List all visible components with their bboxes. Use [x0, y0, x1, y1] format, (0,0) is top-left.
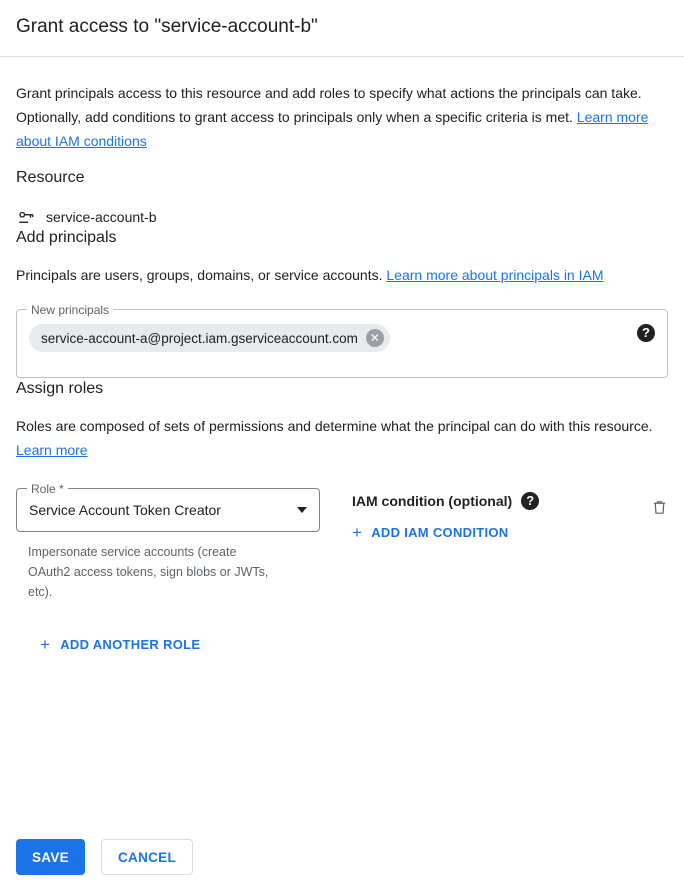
role-description: Impersonate service accounts (create OAuth2 access tokens, sign blobs or JWTs, etc). — [28, 545, 269, 599]
iam-condition-label: IAM condition (optional) — [352, 493, 513, 509]
dialog-header — [0, 0, 684, 57]
role-row — [16, 482, 668, 602]
save-button[interactable]: SAVE — [16, 839, 85, 875]
role-column — [16, 482, 320, 602]
iam-condition-label-row — [352, 492, 628, 510]
trash-icon[interactable] — [651, 498, 668, 520]
help-icon[interactable]: ? — [521, 492, 539, 510]
dialog-body — [0, 81, 684, 655]
add-another-role-button[interactable] — [40, 636, 200, 653]
service-account-icon — [16, 207, 36, 227]
principal-chip[interactable] — [29, 324, 390, 352]
close-icon[interactable]: ✕ — [366, 329, 384, 347]
plus-icon: + — [352, 523, 363, 542]
resource-heading: Resource — [16, 169, 85, 186]
dialog-actions — [16, 839, 193, 875]
principals-description — [16, 263, 664, 287]
learn-more-principals-link[interactable]: Learn more about principals in IAM — [386, 267, 604, 283]
learn-more-roles-link[interactable]: Learn more — [16, 442, 88, 458]
role-select-label: Role * — [27, 481, 68, 497]
resource-name: service-account-b — [46, 209, 157, 225]
iam-condition-column — [352, 488, 628, 543]
plus-icon: + — [40, 635, 51, 654]
chevron-down-icon[interactable] — [297, 507, 307, 513]
principal-chip-label: service-account-a@project.iam.gserviceaccount.com — [41, 330, 358, 346]
cancel-button[interactable]: CANCEL — [101, 839, 193, 875]
intro-text-content: Grant principals access to this resource and add roles to specify what actions the principals can take. Optionally, add conditions to grant access to principals only when a specific criteria is met. — [16, 85, 642, 125]
add-iam-condition-label: ADD IAM CONDITION — [371, 525, 509, 540]
new-principals-field[interactable] — [16, 303, 668, 378]
add-principals-heading: Add principals — [16, 229, 117, 246]
new-principals-label: New principals — [27, 302, 113, 318]
assign-roles-heading: Assign roles — [16, 380, 104, 397]
learn-more-iam-conditions-link[interactable]: Learn more about IAM conditions — [16, 109, 649, 149]
page-title: Grant access to "service-account-b" — [16, 16, 318, 37]
role-select-value: Service Account Token Creator — [29, 502, 221, 518]
add-iam-condition-button[interactable] — [352, 524, 509, 541]
assign-roles-description-text: Roles are composed of sets of permissions and determine what the principal can do with this resource. — [16, 418, 653, 434]
help-icon[interactable]: ? — [637, 324, 655, 342]
principals-description-text: Principals are users, groups, domains, or service accounts. — [16, 267, 383, 283]
assign-roles-description — [16, 414, 664, 462]
principals-help-icon-wrap[interactable] — [637, 324, 655, 342]
intro-text — [16, 81, 664, 153]
delete-role-column — [628, 488, 668, 520]
resource-row — [16, 207, 668, 227]
role-select[interactable] — [16, 482, 320, 532]
add-another-role-label: ADD ANOTHER ROLE — [60, 637, 201, 652]
